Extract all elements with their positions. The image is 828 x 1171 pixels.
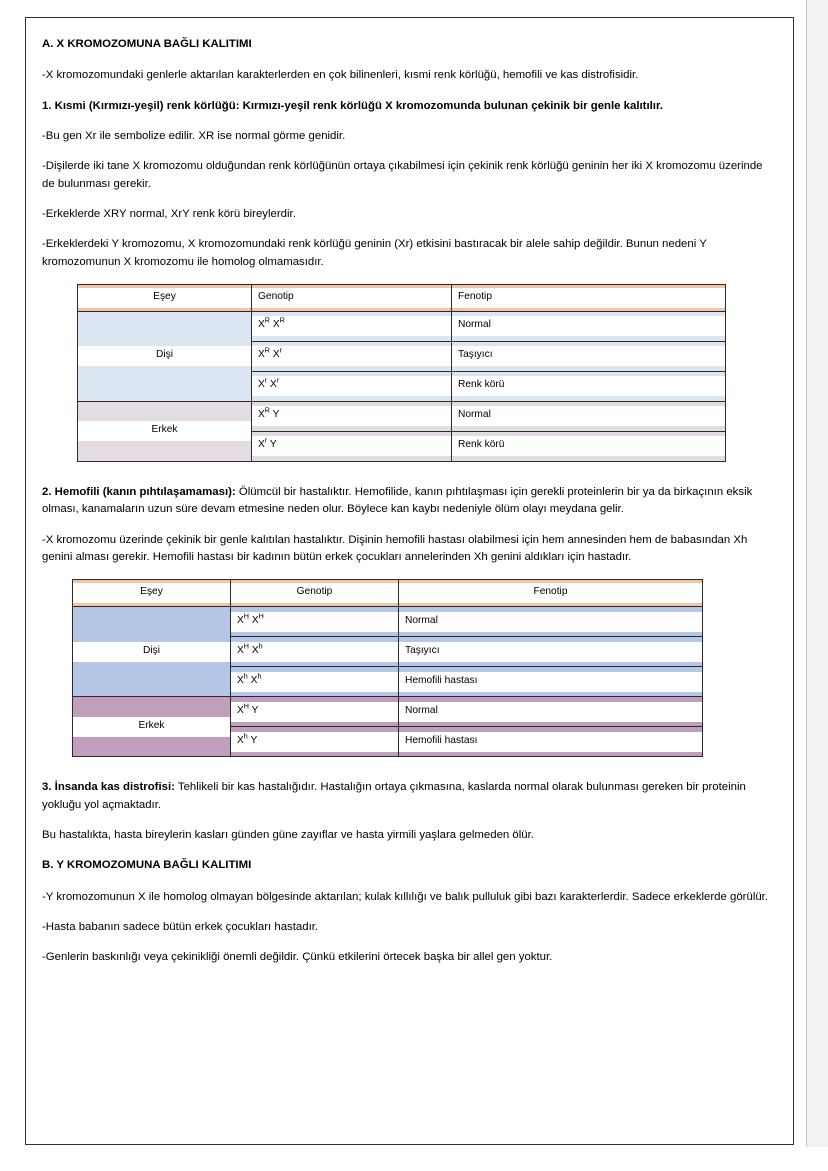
paragraph-y-linked-traits: -Y kromozomunun X ile homolog olmayan bölgesinde aktarılan; kulak kıllılığı ve balık pulluluk gibi bazı karakterlerdir. Sadece erkeklerde görülür. <box>42 890 769 903</box>
table2-cell-phenotype: Hemofili hastası <box>399 667 703 697</box>
table2-cell-phenotype: Normal <box>399 607 703 637</box>
table1-cell-genotype: $X^r$ $X^r$ <box>252 371 452 401</box>
table2-cell-phenotype: Taşıyıcı <box>399 637 703 667</box>
muscular-dystrophy-lead: 3. İnsanda kas distrofisi: <box>42 781 175 794</box>
table1-cell-sex-male: Erkek <box>78 401 252 461</box>
table1-cell-sex-female: Dişi <box>78 311 252 401</box>
paragraph-gene-symbols: -Bu gen Xr ile sembolize edilir. XR ise normal görme genidir. <box>42 129 346 142</box>
table2-cell-sex-male: Erkek <box>73 697 231 757</box>
table-hemophilia <box>72 579 703 757</box>
table-row-header <box>73 580 703 607</box>
table1-cell-phenotype: Renk körü <box>452 371 726 401</box>
table2-cell-phenotype: Hemofili hastası <box>399 727 703 757</box>
paragraph-dominance-irrelevant: -Genlerin baskınlığı veya çekinikliği önemli değildir. Çünkü etkilerini örtecek başka bir allel gen yoktur. <box>42 951 553 964</box>
paragraph-muscular-dystrophy-progression: Bu hastalıkta, hasta bireylerin kasları günden güne zayıflar ve hasta yirmili yaşlara gelmeden ölür. <box>42 828 534 841</box>
paragraph-x-linked-intro: -X kromozomundaki genlerle aktarılan karakterlerden en çok bilinenleri, kısmi renk körlüğü, hemofili ve kas distrofisidir. <box>42 69 639 82</box>
table1-cell-genotype: $X^R$ $X^R$ <box>252 311 452 341</box>
paragraph-male-genotypes: -Erkeklerde XRY normal, XrY renk körü bireylerdir. <box>42 207 296 220</box>
table2-cell-genotype: $X^h$ $X^h$ <box>231 667 399 697</box>
paragraph-affected-father: -Hasta babanın sadece bütün erkek çocukları hastadır. <box>42 920 319 933</box>
table-row <box>78 401 726 431</box>
paragraph-hemophilia-intro <box>42 484 777 519</box>
table1-header-genotype: Genotip <box>252 284 452 311</box>
table-hemophilia-wrapper <box>42 579 777 757</box>
table2-header-genotype: Genotip <box>231 580 399 607</box>
document-content <box>42 36 777 967</box>
table1-header-phenotype: Fenotip <box>452 284 726 311</box>
table1-cell-phenotype: Renk körü <box>452 431 726 461</box>
paragraph-y-chromosome-no-allele: -Erkeklerdeki Y kromozomu, X kromozomundaki renk körlüğü geninin (Xr) etkisini bastıracak bir alele sahip değildir. Bunun nedeni Y kromozomunun X kromozomu ile homolog olmamasıdır. <box>42 238 707 268</box>
viewer-side-panel <box>806 0 828 1147</box>
table-row-header <box>78 284 726 311</box>
table2-header-sex: Eşey <box>73 580 231 607</box>
table1-cell-genotype: $X^r$ Y <box>252 431 452 461</box>
table2-cell-sex-female: Dişi <box>73 607 231 697</box>
paragraph-hemophilia-inheritance: -X kromozomu üzerinde çekinik bir genle kalıtılan hastalıktır. Dişinin hemofili hastası olabilmesi için hem annesinden hem de babasından Xh genini alması gerekir. Hemofili hastası bir kadının bütün erkek çocukları annelerinden Xh genini aldıkları için hastadır. <box>42 533 748 563</box>
paragraph-female-two-x: -Dişilerde iki tane X kromozomu olduğundan renk körlüğünün ortaya çıkabilmesi için çekinik renk körlüğü geninin her iki X kromozomu üzerinde de bulunması gerekir. <box>42 160 763 190</box>
table2-cell-genotype: $X^H$ Y <box>231 697 399 727</box>
document-page <box>25 17 794 1145</box>
heading-color-blindness: 1. Kısmi (Kırmızı-yeşil) renk körlüğü: Kırmızı-yeşil renk körlüğü X kromozomunda bulunan çekinik bir genle kalıtılır. <box>42 99 663 112</box>
table-row <box>78 311 726 341</box>
table-colorblindness <box>77 284 726 462</box>
table-row <box>73 607 703 637</box>
table1-cell-phenotype: Taşıyıcı <box>452 341 726 371</box>
hemophilia-rest: Ölümcül bir hastalıktır. Hemofilide, kanın pıhtılaşması için gerekli proteinlerin bir ya da birkaçının eksik olması, kanamaların uzun süre devam etmesine neden olur. Böylece kan kaybı nedeniyle ölüm olayı meydana gelir. <box>42 485 753 516</box>
hemophilia-lead: 2. Hemofili (kanın pıhtılaşamaması): <box>42 485 236 498</box>
table2-cell-genotype: $X^H$ $X^h$ <box>231 637 399 667</box>
table-colorblindness-wrapper <box>42 284 777 462</box>
table2-header-phenotype: Fenotip <box>399 580 703 607</box>
paragraph-muscular-dystrophy <box>42 779 777 814</box>
table1-cell-phenotype: Normal <box>452 401 726 431</box>
table1-cell-genotype: $X^R$ Y <box>252 401 452 431</box>
table2-cell-phenotype: Normal <box>399 697 703 727</box>
table-row <box>73 697 703 727</box>
table1-cell-genotype: $X^R$ $X^r$ <box>252 341 452 371</box>
heading-y-chromosome-inheritance: B. Y KROMOZOMUNA BAĞLI KALITIMI <box>42 859 252 872</box>
table2-cell-genotype: $X^H$ $X^H$ <box>231 607 399 637</box>
table1-header-sex: Eşey <box>78 284 252 311</box>
heading-x-chromosome-inheritance: A. X KROMOZOMUNA BAĞLI KALITIMI <box>42 38 252 50</box>
muscular-dystrophy-rest: Tehlikeli bir kas hastalığıdır. Hastalığın ortaya çıkmasına, kaslarda normal olarak bulunması gereken bir proteinin yokluğu yol açmaktadır. <box>42 781 746 811</box>
table2-cell-genotype: $X^h$ Y <box>231 727 399 757</box>
table1-cell-phenotype: Normal <box>452 311 726 341</box>
